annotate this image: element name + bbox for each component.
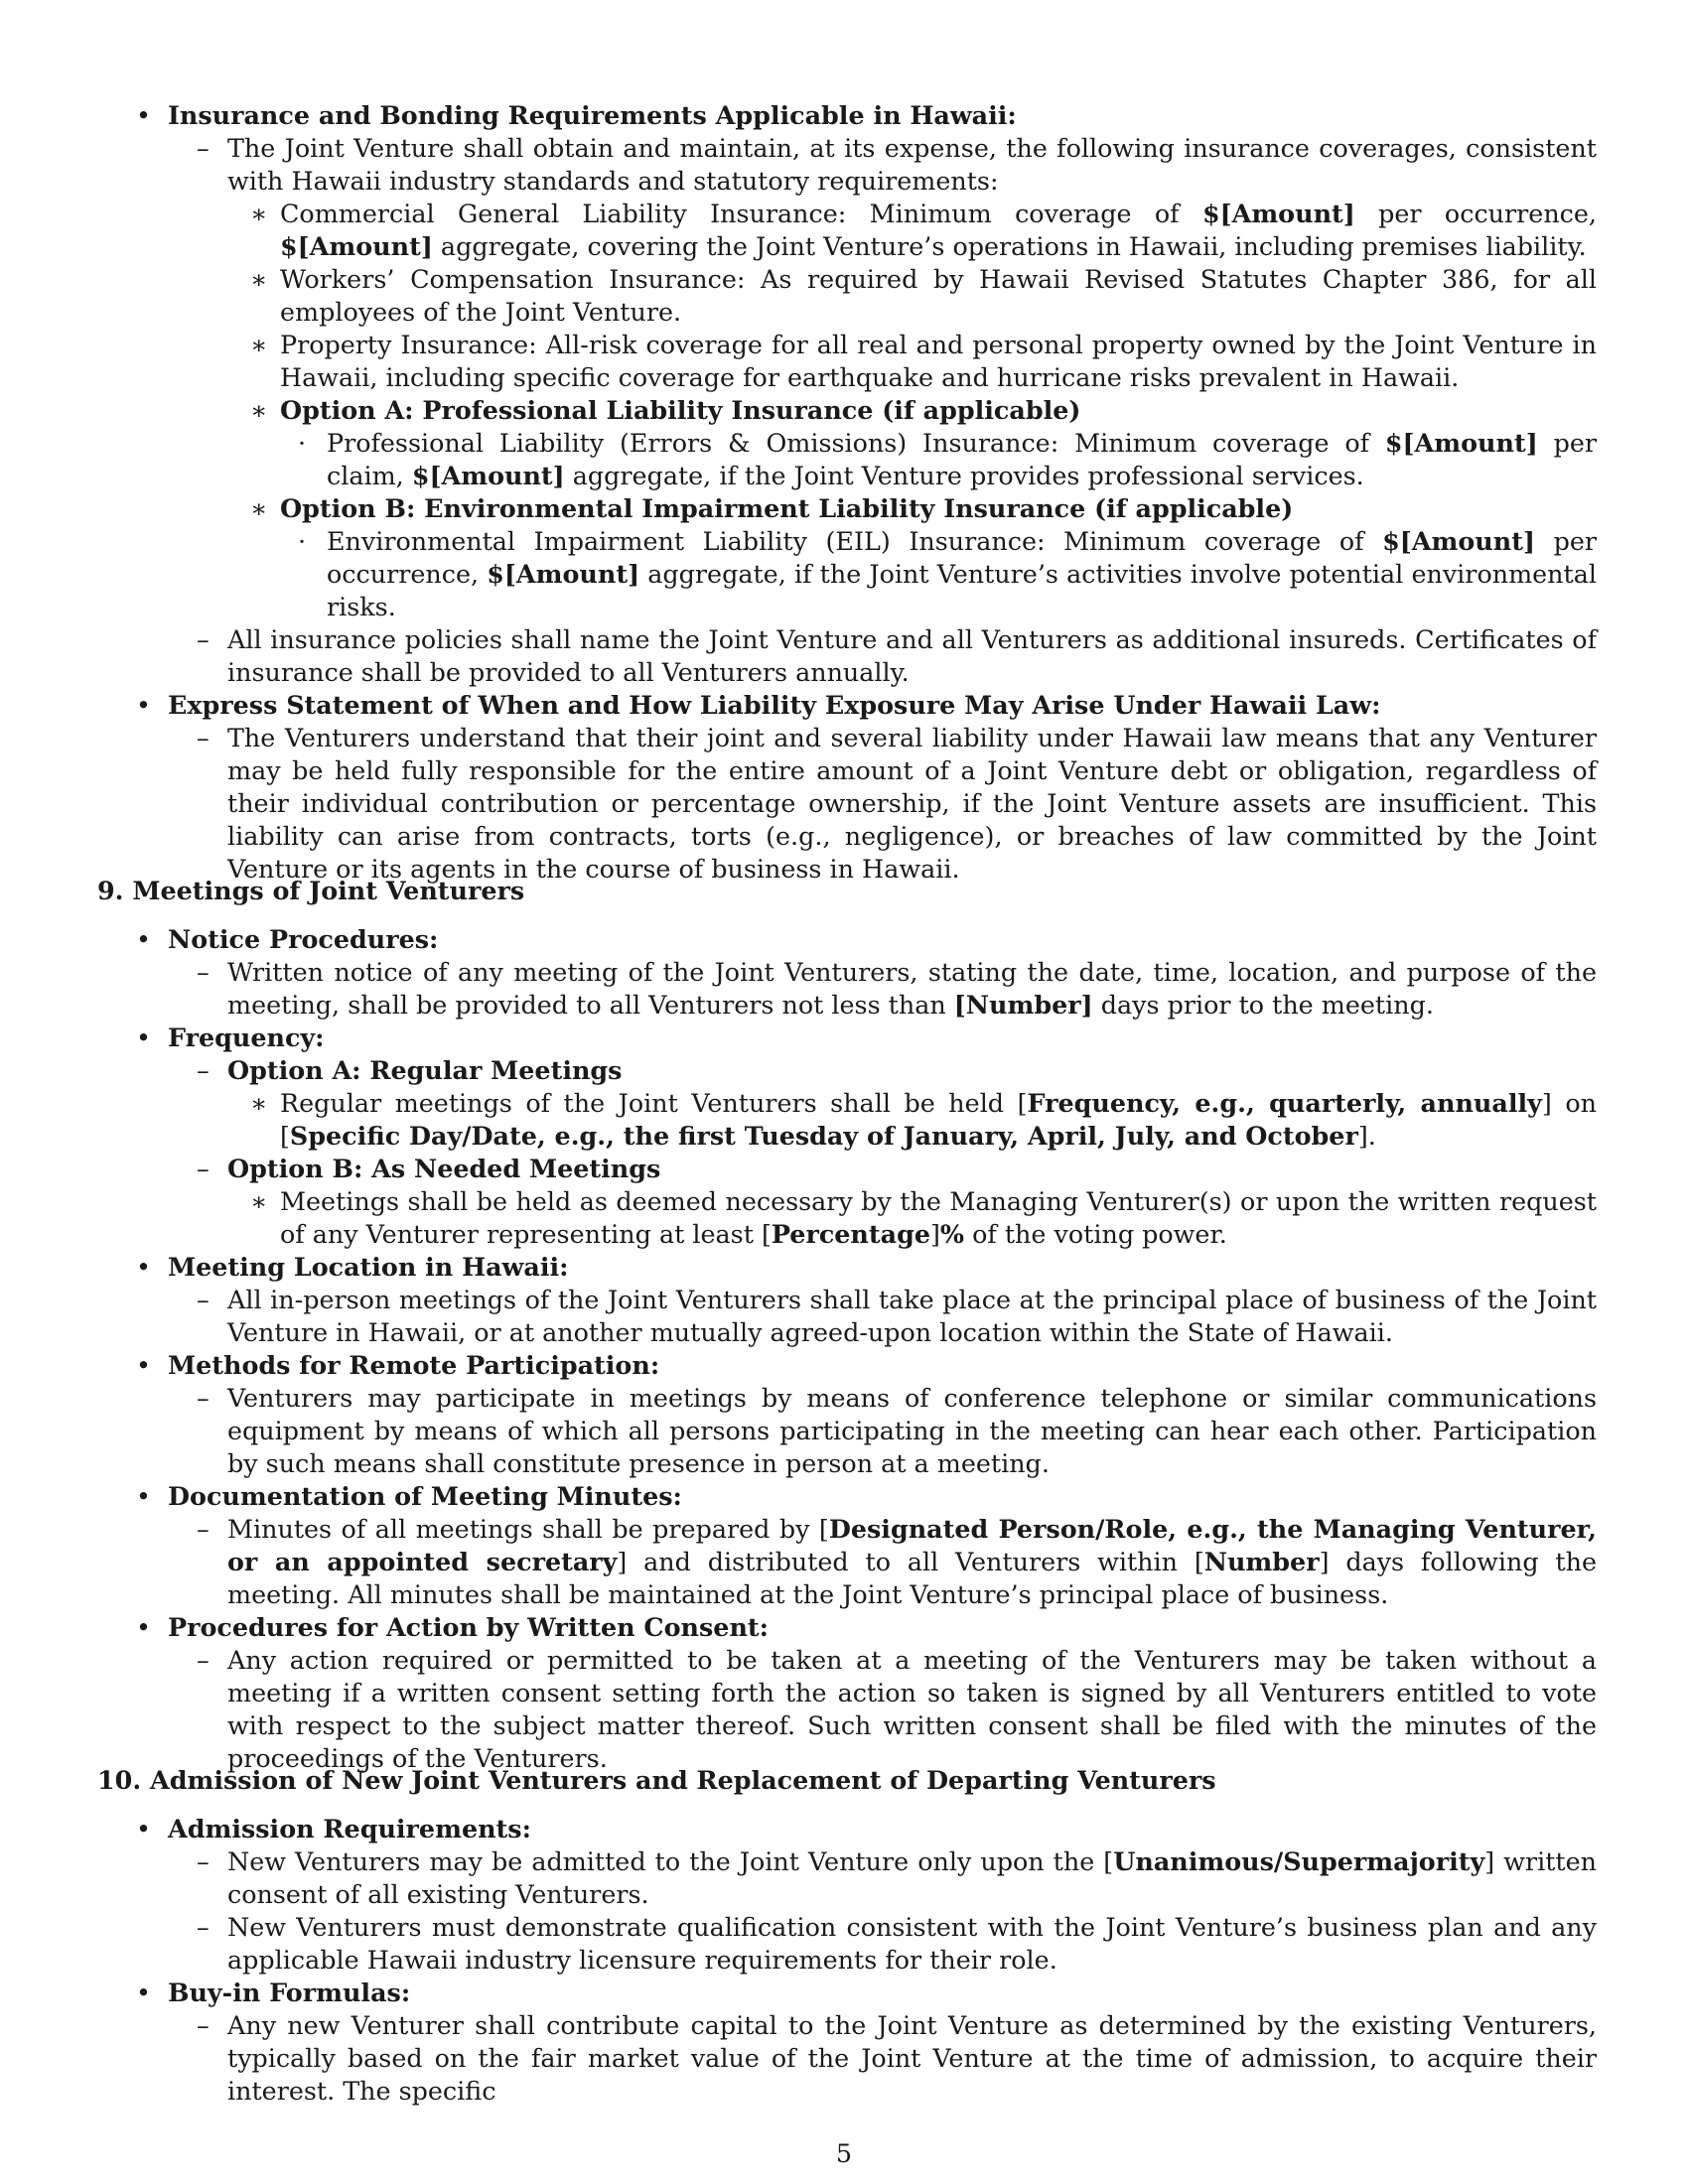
list-item: [0, 1054, 1597, 1087]
text: Environmental Impairment Liability (EIL) Insurance: Minimum coverage of: [327, 526, 1383, 556]
placeholder-frequency: Frequency, e.g., quarterly, annually: [1027, 1088, 1542, 1118]
text: Regular meetings of the Joint Venturers shall be held [: [280, 1088, 1028, 1118]
list-item: [0, 492, 1597, 525]
page-number: 5: [835, 2138, 853, 2168]
text: Professional Liability (Errors & Omissions) Insurance: Minimum coverage of: [327, 428, 1385, 458]
item-heading: Methods for Remote Participation:: [168, 1350, 660, 1380]
dash-marker: –: [197, 133, 210, 163]
dash-marker: –: [197, 1383, 210, 1413]
bullet-marker: •: [136, 1350, 151, 1380]
list-item: [0, 198, 1597, 263]
star-marker: ∗: [250, 493, 268, 523]
section-10-heading: 10. Admission of New Joint Venturers and Replacement of Departing Venturers: [97, 1765, 1216, 1795]
list-item: [0, 689, 1597, 722]
meetings-list: [0, 923, 1688, 1775]
placeholder-day: Specific Day/Date, e.g., the first Tuesday of January, April, July, and October: [289, 1121, 1358, 1151]
list-item: [0, 329, 1597, 394]
bullet-marker: •: [136, 1978, 151, 2007]
list-item: [0, 1185, 1597, 1251]
placeholder-percentage: Percentage: [771, 1219, 930, 1249]
dash-marker: –: [197, 1285, 210, 1314]
paragraph: Workers’ Compensation Insurance: As required by Hawaii Revised Statutes Chapter 386, for all employees of the Joint Venture.: [280, 264, 1597, 327]
text: days prior to the meeting.: [1092, 990, 1434, 1020]
list-item: [0, 1251, 1597, 1284]
item-heading: Option B: As Needed Meetings: [227, 1154, 661, 1183]
bullet-marker: •: [136, 1612, 151, 1642]
text: aggregate, if the Joint Venture provides professional services.: [564, 461, 1364, 490]
text: ] and distributed to all Venturers within [: [617, 1547, 1204, 1576]
item-heading: Admission Requirements:: [168, 1814, 531, 1843]
bullet-marker: •: [136, 1481, 151, 1511]
text: ] written consent of all existing Venturers.: [227, 1846, 1597, 1909]
placeholder-consent-type: Unanimous/Supermajority: [1113, 1846, 1485, 1876]
list-item: [0, 623, 1597, 689]
list-item: [0, 394, 1597, 427]
paragraph: All insurance policies shall name the Joint Venture and all Venturers as additional insureds. Certificates of insurance shall be provided to all Venturers annually.: [227, 624, 1597, 687]
list-item: [0, 923, 1597, 956]
paragraph: Any new Venturer shall contribute capital to the Joint Venture as determined by the existing Venturers, typically based on the fair market value of the Joint Venture at the time of admission, to acquire their interest. The specific: [227, 2010, 1597, 2106]
list-item: [0, 956, 1597, 1022]
list-item: [0, 132, 1597, 198]
text: of the voting power.: [964, 1219, 1227, 1249]
dash-marker: –: [197, 1055, 210, 1085]
list-item: [0, 722, 1597, 886]
star-marker: ∗: [250, 1088, 268, 1118]
item-heading: Documentation of Meeting Minutes:: [168, 1481, 682, 1511]
item-heading: Notice Procedures:: [168, 924, 439, 954]
text: Written notice of any meeting of the Joint Venturers, stating the date, time, location, and purpose of the meeting, shall be provided to all Venturers not less than: [227, 957, 1597, 1020]
text: ].: [1357, 1121, 1376, 1151]
dash-marker: –: [197, 1846, 210, 1876]
placeholder-amount: $[Amount]: [1384, 428, 1538, 458]
placeholder-amount: $[Amount]: [1382, 526, 1535, 556]
paragraph: All in-person meetings of the Joint Venturers shall take place at the principal place of business of the Joint Venture in Hawaii, or at another mutually agreed-upon location within the State of Hawaii.: [227, 1285, 1597, 1347]
list-item: [0, 1977, 1597, 2009]
item-heading: Insurance and Bonding Requirements Applicable in Hawaii:: [168, 100, 1017, 130]
percent-sign: %: [939, 1219, 965, 1249]
paragraph: Any action required or permitted to be taken at a meeting of the Venturers may be taken without a meeting if a written consent setting forth the action so taken is signed by all Venturers entitled to vote with respect to the subject matter thereof. Such written consent shall be filed with the minutes of the proceedings of the Venturers.: [227, 1645, 1597, 1773]
text: Meetings shall be held as deemed necessary by the Managing Venturer(s) or upon the written request of any Venturer representing at least [: [280, 1186, 1597, 1249]
list-item: [0, 1382, 1597, 1480]
placeholder-amount: $[Amount]: [487, 559, 640, 589]
placeholder-amount: $[Amount]: [280, 231, 433, 261]
list-item: [0, 427, 1597, 492]
list-item: [0, 1911, 1597, 1977]
dash-marker: –: [197, 2010, 210, 2040]
text: ] on [: [280, 1088, 1597, 1151]
list-item: [0, 1513, 1597, 1611]
star-marker: ∗: [250, 199, 268, 228]
list-item: [0, 1349, 1597, 1382]
list-item: [0, 1611, 1597, 1644]
list-item: [0, 525, 1597, 623]
dash-marker: –: [197, 723, 210, 752]
list-item: [0, 1480, 1597, 1513]
item-heading: Option A: Professional Liability Insurance (if applicable): [280, 395, 1081, 425]
item-heading: Frequency:: [168, 1023, 325, 1052]
section-9-heading: 9. Meetings of Joint Venturers: [97, 876, 525, 905]
list-item: [0, 1153, 1597, 1185]
text: aggregate, if the Joint Venture’s activities involve potential environmental risks.: [327, 559, 1597, 621]
text: per occurrence,: [1354, 199, 1597, 228]
item-heading: Option A: Regular Meetings: [227, 1055, 623, 1085]
dash-marker: –: [197, 957, 210, 987]
bullet-marker: •: [136, 100, 151, 130]
list-item: [0, 2009, 1597, 2108]
bullet-marker: •: [136, 1814, 151, 1843]
list-item: [0, 99, 1597, 132]
bullet-marker: •: [136, 690, 151, 720]
bullet-marker: •: [136, 1023, 151, 1052]
paragraph: The Venturers understand that their joint and several liability under Hawaii law means that any Venturer may be held fully responsible for the entire amount of a Joint Venture debt or obligation, regardless of their individual contribution or percentage ownership, if the Joint Venture assets are insufficient. This liability can arise from contracts, torts (e.g., negligence), or breaches of law committed by the Joint Venture or its agents in the course of business in Hawaii.: [227, 723, 1597, 884]
text: Commercial General Liability Insurance: Minimum coverage of: [280, 199, 1202, 228]
star-marker: ∗: [250, 330, 268, 359]
placeholder-amount: $[Amount]: [411, 461, 565, 490]
dash-marker: –: [197, 1645, 210, 1675]
dash-marker: –: [197, 1912, 210, 1942]
placeholder-person: Designated Person/Role, e.g., the Managing Venturer, or an appointed secretary: [227, 1514, 1597, 1576]
item-heading: Option B: Environmental Impairment Liability Insurance (if applicable): [280, 493, 1294, 523]
star-marker: ∗: [250, 1186, 268, 1216]
dot-marker: ·: [298, 428, 307, 458]
text: New Venturers may be admitted to the Joint Venture only upon the [: [227, 1846, 1114, 1876]
item-heading: Procedures for Action by Written Consent:: [168, 1612, 770, 1642]
paragraph: Venturers may participate in meetings by means of conference telephone or similar communications equipment by means of which all persons participating in the meeting can hear each other. Participation by such means shall constitute presence in person at a meeting.: [227, 1383, 1597, 1478]
item-heading: Buy-in Formulas:: [168, 1978, 411, 2007]
bullet-marker: •: [136, 1252, 151, 1282]
placeholder-number: [Number]: [953, 990, 1093, 1020]
text: Minutes of all meetings shall be prepared by [: [227, 1514, 829, 1544]
placeholder-number: Number: [1203, 1547, 1320, 1576]
item-heading: Meeting Location in Hawaii:: [168, 1252, 569, 1282]
list-item: [0, 1845, 1597, 1911]
list-item: [0, 263, 1597, 329]
dash-marker: –: [197, 624, 210, 654]
text: per occurrence,: [327, 526, 1597, 589]
list-item: [0, 1022, 1597, 1054]
paragraph: New Venturers must demonstrate qualification consistent with the Joint Venture’s business plan and any applicable Hawaii industry licensure requirements for their role.: [227, 1912, 1597, 1975]
paragraph: Property Insurance: All-risk coverage for all real and personal property owned by the Joint Venture in Hawaii, including specific coverage for earthquake and hurricane risks prevalent in Hawaii.: [280, 330, 1597, 392]
text: ]: [929, 1219, 940, 1249]
paragraph: The Joint Venture shall obtain and maintain, at its expense, the following insurance coverages, consistent with Hawaii industry standards and statutory requirements:: [227, 133, 1597, 196]
dash-marker: –: [197, 1154, 210, 1183]
admission-list: [0, 1813, 1688, 2108]
star-marker: ∗: [250, 264, 268, 294]
dot-marker: ·: [298, 526, 307, 556]
star-marker: ∗: [250, 395, 268, 425]
insurance-liability-list: [0, 99, 1688, 886]
bullet-marker: •: [136, 924, 151, 954]
text: ] days following the meeting. All minutes shall be maintained at the Joint Venture’s principal place of business.: [227, 1547, 1597, 1609]
text: per claim,: [327, 428, 1597, 490]
dash-marker: –: [197, 1514, 210, 1544]
list-item: [0, 1284, 1597, 1349]
list-item: [0, 1813, 1597, 1845]
text: aggregate, covering the Joint Venture’s operations in Hawaii, including premises liability.: [432, 231, 1587, 261]
placeholder-amount: $[Amount]: [1201, 199, 1355, 228]
list-item: [0, 1644, 1597, 1775]
list-item: [0, 1087, 1597, 1153]
item-heading: Express Statement of When and How Liability Exposure May Arise Under Hawaii Law:: [168, 690, 1381, 720]
